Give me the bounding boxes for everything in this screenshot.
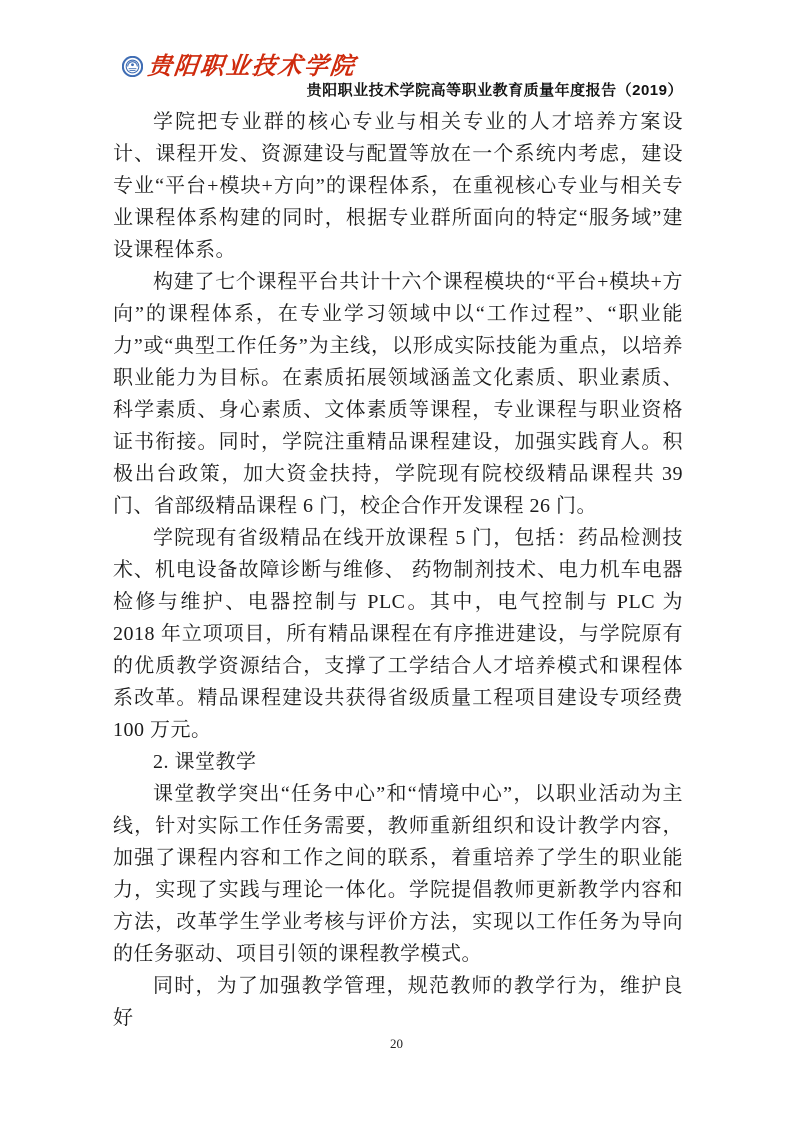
page-footer: [0, 1036, 793, 1052]
section-heading-classroom-teaching: 2. 课堂教学: [153, 751, 257, 773]
page-number: 20: [390, 1036, 403, 1051]
college-brand: [122, 51, 358, 80]
report-title: 贵阳职业技术学院高等职业教育质量年度报告（2019）: [306, 82, 683, 99]
paragraph-teaching-management: 同时，为了加强教学管理，规范教师的教学行为，维护良好: [113, 975, 683, 1029]
document-body: [113, 106, 683, 1034]
college-emblem-icon: [122, 56, 143, 77]
paragraph-platform-modules: 构建了七个课程平台共计十六个课程模块的“平台+模块+方向”的课程体系，在专业学习领域中以“工作过程”、“职业能力”或“典型工作任务”为主线，以形成实际技能为重点，以培养职业能力为目标。在素质拓展领域涵盖文化素质、职业素质、科学素质、身心素质、文体素质等课程，专业课程与职业资格证书衔接。同时，学院注重精品课程建设，加强实践育人。积极出台政策，加大资金扶持，学院现有院校级精品课程共 39 门、省部级精品课程 6 门，校企合作开发课程 26 门。: [113, 271, 683, 517]
paragraph-online-open-courses: 学院现有省级精品在线开放课程 5 门，包括：药品检测技术、机电设备故障诊断与维修、 药物制剂技术、电力机车电器检修与维护、电器控制与 PLC。其中，电气控制与 PLC 为 2018 年立项项目，所有精品课程在有序推进建设，与学院原有的优质教学资源结合，支撑了工学结合人才培养模式和课程体系改革。精品课程建设共获得省级质量工程项目建设专项经费 100 万元。: [113, 527, 683, 741]
paragraph-course-system-design: 学院把专业群的核心专业与相关专业的人才培养方案设计、课程开发、资源建设与配置等放在一个系统内考虑，建设专业“平台+模块+方向”的课程体系，在重视核心专业与相关专业课程体系构建的同时，根据专业群所面向的特定“服务域”建设课程体系。: [113, 111, 683, 261]
paragraph-classroom-teaching: 课堂教学突出“任务中心”和“情境中心”，以职业活动为主线，针对实际工作任务需要，教师重新组织和设计教学内容，加强了课程内容和工作之间的联系，着重培养了学生的职业能力，实现了实践与理论一体化。学院提倡教师更新教学内容和方法，改革学生学业考核与评价方法，实现以工作任务为导向的任务驱动、项目引领的课程教学模式。: [113, 783, 683, 965]
college-calligraphy-title: 贵阳职业技术学院: [146, 51, 358, 80]
